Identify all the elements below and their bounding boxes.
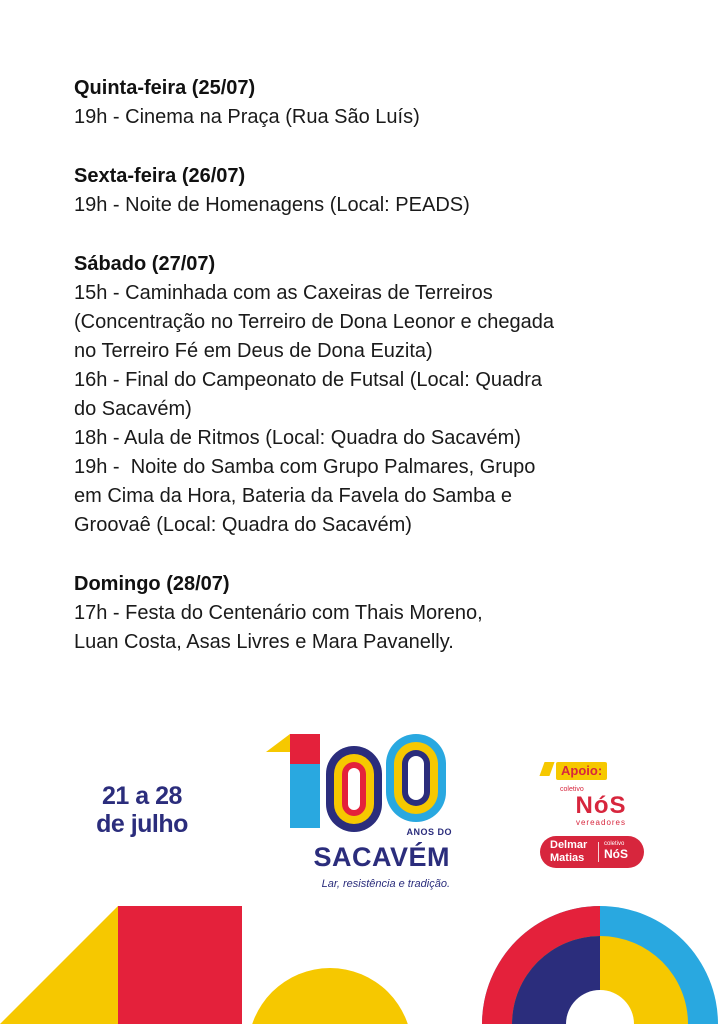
bottom-decoration	[0, 900, 722, 1024]
dates-line: de julho	[96, 810, 188, 838]
logo-anos-text: ANOS DO	[406, 827, 452, 837]
dates-line: 21 a 28	[102, 782, 182, 810]
event-dates	[84, 782, 200, 838]
nos-vereadores-text: vereadores	[575, 818, 627, 827]
logo-one-stem	[290, 764, 320, 828]
delmar-matias-logo	[540, 836, 644, 868]
logo-name: SACAVÉM	[313, 842, 450, 872]
coletivo-nos-logo	[556, 786, 646, 828]
event-item: 19h - Cinema na Praça (Rua São Luís)	[74, 106, 420, 128]
event-item: 19h - Noite do Samba com Grupo Palmares, Grupo em Cima da Hora, Bateria da Favela do Samba e Groovaê (Local: Quadra do Sacavém)	[74, 456, 536, 536]
logo-100-graphic	[262, 730, 452, 842]
deco-red-block	[118, 906, 242, 1024]
day-saturday	[74, 250, 674, 540]
day-title: Sexta-feira (26/07)	[74, 165, 246, 187]
delmar-separator	[598, 842, 599, 862]
logo-zero2-hole	[408, 756, 424, 800]
event-schedule	[74, 74, 674, 687]
delmar-nos-text: NóS	[604, 847, 628, 861]
logo-tagline: Lar, resistência e tradição.	[321, 878, 450, 890]
support-label: Apoio:	[556, 762, 607, 780]
day-thursday	[74, 74, 674, 132]
centenary-logo	[262, 730, 452, 896]
day-title: Quinta-feira (25/07)	[74, 77, 256, 99]
day-title: Sábado (27/07)	[74, 253, 216, 275]
delmar-name: Delmar Matias	[550, 839, 588, 864]
deco-yellow-triangle	[0, 906, 118, 1024]
event-item: 17h - Festa do Centenário com Thais Moreno, Luan Costa, Asas Livres e Mara Pavanelly.	[74, 602, 483, 653]
logo-one-flag	[266, 734, 290, 752]
day-sunday	[74, 570, 674, 657]
event-item: 16h - Final do Campeonato de Futsal (Local: Quadra do Sacavém)	[74, 369, 543, 420]
nos-coletivo-text: coletivo	[560, 786, 584, 793]
logo-zero-hole	[348, 768, 360, 810]
deco-yellow-circle	[248, 968, 412, 1024]
event-item: 19h - Noite de Homenagens (Local: PEADS)	[74, 194, 470, 216]
day-title: Domingo (28/07)	[74, 573, 230, 595]
event-item: 18h - Aula de Ritmos (Local: Quadra do Sacavém)	[74, 427, 521, 449]
nos-title: NóS	[575, 792, 627, 819]
support-block	[536, 756, 648, 872]
logo-one-top	[290, 734, 320, 764]
day-friday	[74, 162, 674, 220]
support-flag-shape	[539, 762, 554, 776]
event-item: 15h - Caminhada com as Caxeiras de Terreiros (Concentração no Terreiro de Dona Leonor e chegada no Terreiro Fé em Deus de Dona Euzita)	[74, 282, 554, 362]
delmar-coletivo-text: coletivo	[604, 841, 625, 847]
